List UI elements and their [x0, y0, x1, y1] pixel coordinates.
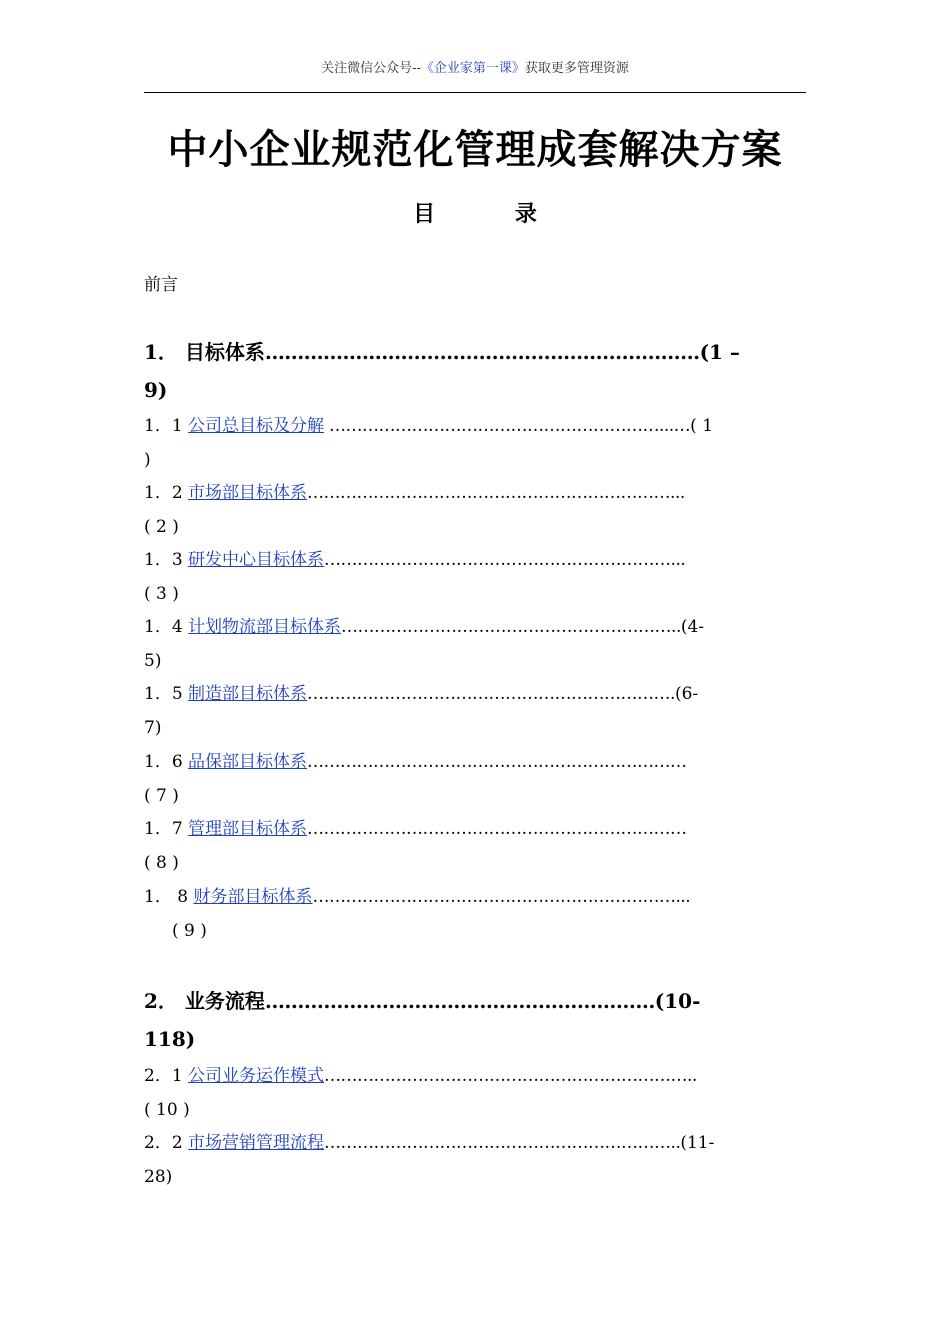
- header-note-highlight: 《企业家第一课》: [420, 61, 525, 76]
- toc-item-2-1[interactable]: [144, 1059, 808, 1127]
- header-note-prefix: 关注微信公众号--: [321, 61, 421, 76]
- toc-item-1-6[interactable]: [144, 745, 808, 813]
- toc-item-1-4[interactable]: [144, 610, 808, 678]
- item-number: 1． 8: [144, 887, 194, 907]
- leader-dots: …………………………………………………………...: [307, 483, 685, 503]
- item-link[interactable]: 财务部目标体系: [193, 887, 313, 907]
- item-page-end: ( 8 ): [144, 853, 179, 873]
- leader-dots: ………………………………………………………….: [307, 684, 675, 704]
- leader-dots: …………………………………………………………..: [324, 1066, 697, 1086]
- leader-dots: ……………………………………………………...…: [324, 416, 691, 436]
- header-note-suffix: 获取更多管理资源: [524, 61, 629, 76]
- section-label: 目标体系: [184, 340, 265, 364]
- toc-item-1-5[interactable]: [144, 677, 808, 745]
- section-page-end: 118): [144, 1027, 196, 1051]
- item-link[interactable]: 品保部目标体系: [188, 752, 308, 772]
- item-page-start: ( 1: [690, 416, 714, 436]
- toc-item-2-2[interactable]: [144, 1126, 808, 1194]
- section-label: 业务流程: [184, 989, 265, 1013]
- leader-dots: ……………………………………………………..: [341, 617, 681, 637]
- item-link[interactable]: 市场部目标体系: [188, 483, 308, 503]
- page-header-note: [0, 57, 950, 76]
- item-number: 1．3: [144, 550, 189, 570]
- leader-dots: …………………………………………………………...: [312, 887, 691, 907]
- leader-dots: …..……………………………………………….: [264, 989, 655, 1013]
- section-page-end: 9): [144, 378, 168, 402]
- leader-dots: ......................………………………………………: [264, 340, 700, 364]
- item-page-end: ): [144, 450, 151, 470]
- item-link[interactable]: 公司总目标及分解: [188, 416, 325, 436]
- item-link[interactable]: 市场营销管理流程: [188, 1133, 325, 1153]
- leader-dots: ……………………………………………………………: [307, 752, 687, 772]
- item-number: 2．1: [144, 1066, 189, 1086]
- item-page-end: 28): [144, 1167, 173, 1187]
- item-number: 1．2: [144, 483, 189, 503]
- item-link[interactable]: 制造部目标体系: [188, 684, 308, 704]
- item-link[interactable]: 计划物流部目标体系: [188, 617, 342, 637]
- item-page-end: ( 9 ): [172, 921, 207, 941]
- item-page-end: ( 7 ): [144, 786, 179, 806]
- toc-heading: 目 录: [413, 202, 573, 227]
- item-link[interactable]: 公司业务运作模式: [188, 1066, 325, 1086]
- toc-item-1-7[interactable]: [144, 812, 808, 880]
- toc-item-1-3[interactable]: [144, 543, 808, 611]
- item-number: 1．4: [144, 617, 189, 637]
- toc-section-1[interactable]: [144, 333, 808, 409]
- toc-item-1-2[interactable]: [144, 476, 808, 544]
- item-page-end: ( 2 ): [144, 517, 179, 537]
- item-page-end: ( 10 ): [144, 1100, 190, 1120]
- item-number: 1．5: [144, 684, 189, 704]
- item-number: 2．2: [144, 1133, 189, 1153]
- leader-dots: ………………………………………………………...: [324, 550, 686, 570]
- item-link[interactable]: 研发中心目标体系: [188, 550, 325, 570]
- toc-item-1-1[interactable]: [144, 409, 808, 477]
- document-title: 中小企业规范化管理成套解决方案: [167, 127, 783, 173]
- item-page-end: ( 3 ): [144, 584, 179, 604]
- leader-dots: ………………………………………………………..: [324, 1133, 681, 1153]
- item-page-start: (6-: [674, 684, 699, 704]
- item-number: 1．7: [144, 819, 189, 839]
- item-page-start: (4-: [680, 617, 705, 637]
- item-number: 1．6: [144, 752, 189, 772]
- toc-item-1-8[interactable]: [144, 880, 808, 948]
- section-page-start: (10-: [654, 989, 701, 1013]
- item-page-end: 5): [144, 651, 162, 671]
- header-divider: [144, 92, 806, 93]
- section-page-start: (1 –: [699, 340, 740, 364]
- item-link[interactable]: 管理部目标体系: [188, 819, 308, 839]
- section-number: 1．: [144, 340, 178, 364]
- item-page-end: 7): [144, 718, 162, 738]
- section-number: 2．: [144, 989, 178, 1013]
- leader-dots: ……………………………………………………………: [307, 819, 687, 839]
- toc-section-2[interactable]: [144, 982, 808, 1058]
- item-page-start: (11-: [680, 1133, 715, 1153]
- item-number: 1．1: [144, 416, 189, 436]
- toc-entry-preface[interactable]: 前言: [144, 275, 178, 295]
